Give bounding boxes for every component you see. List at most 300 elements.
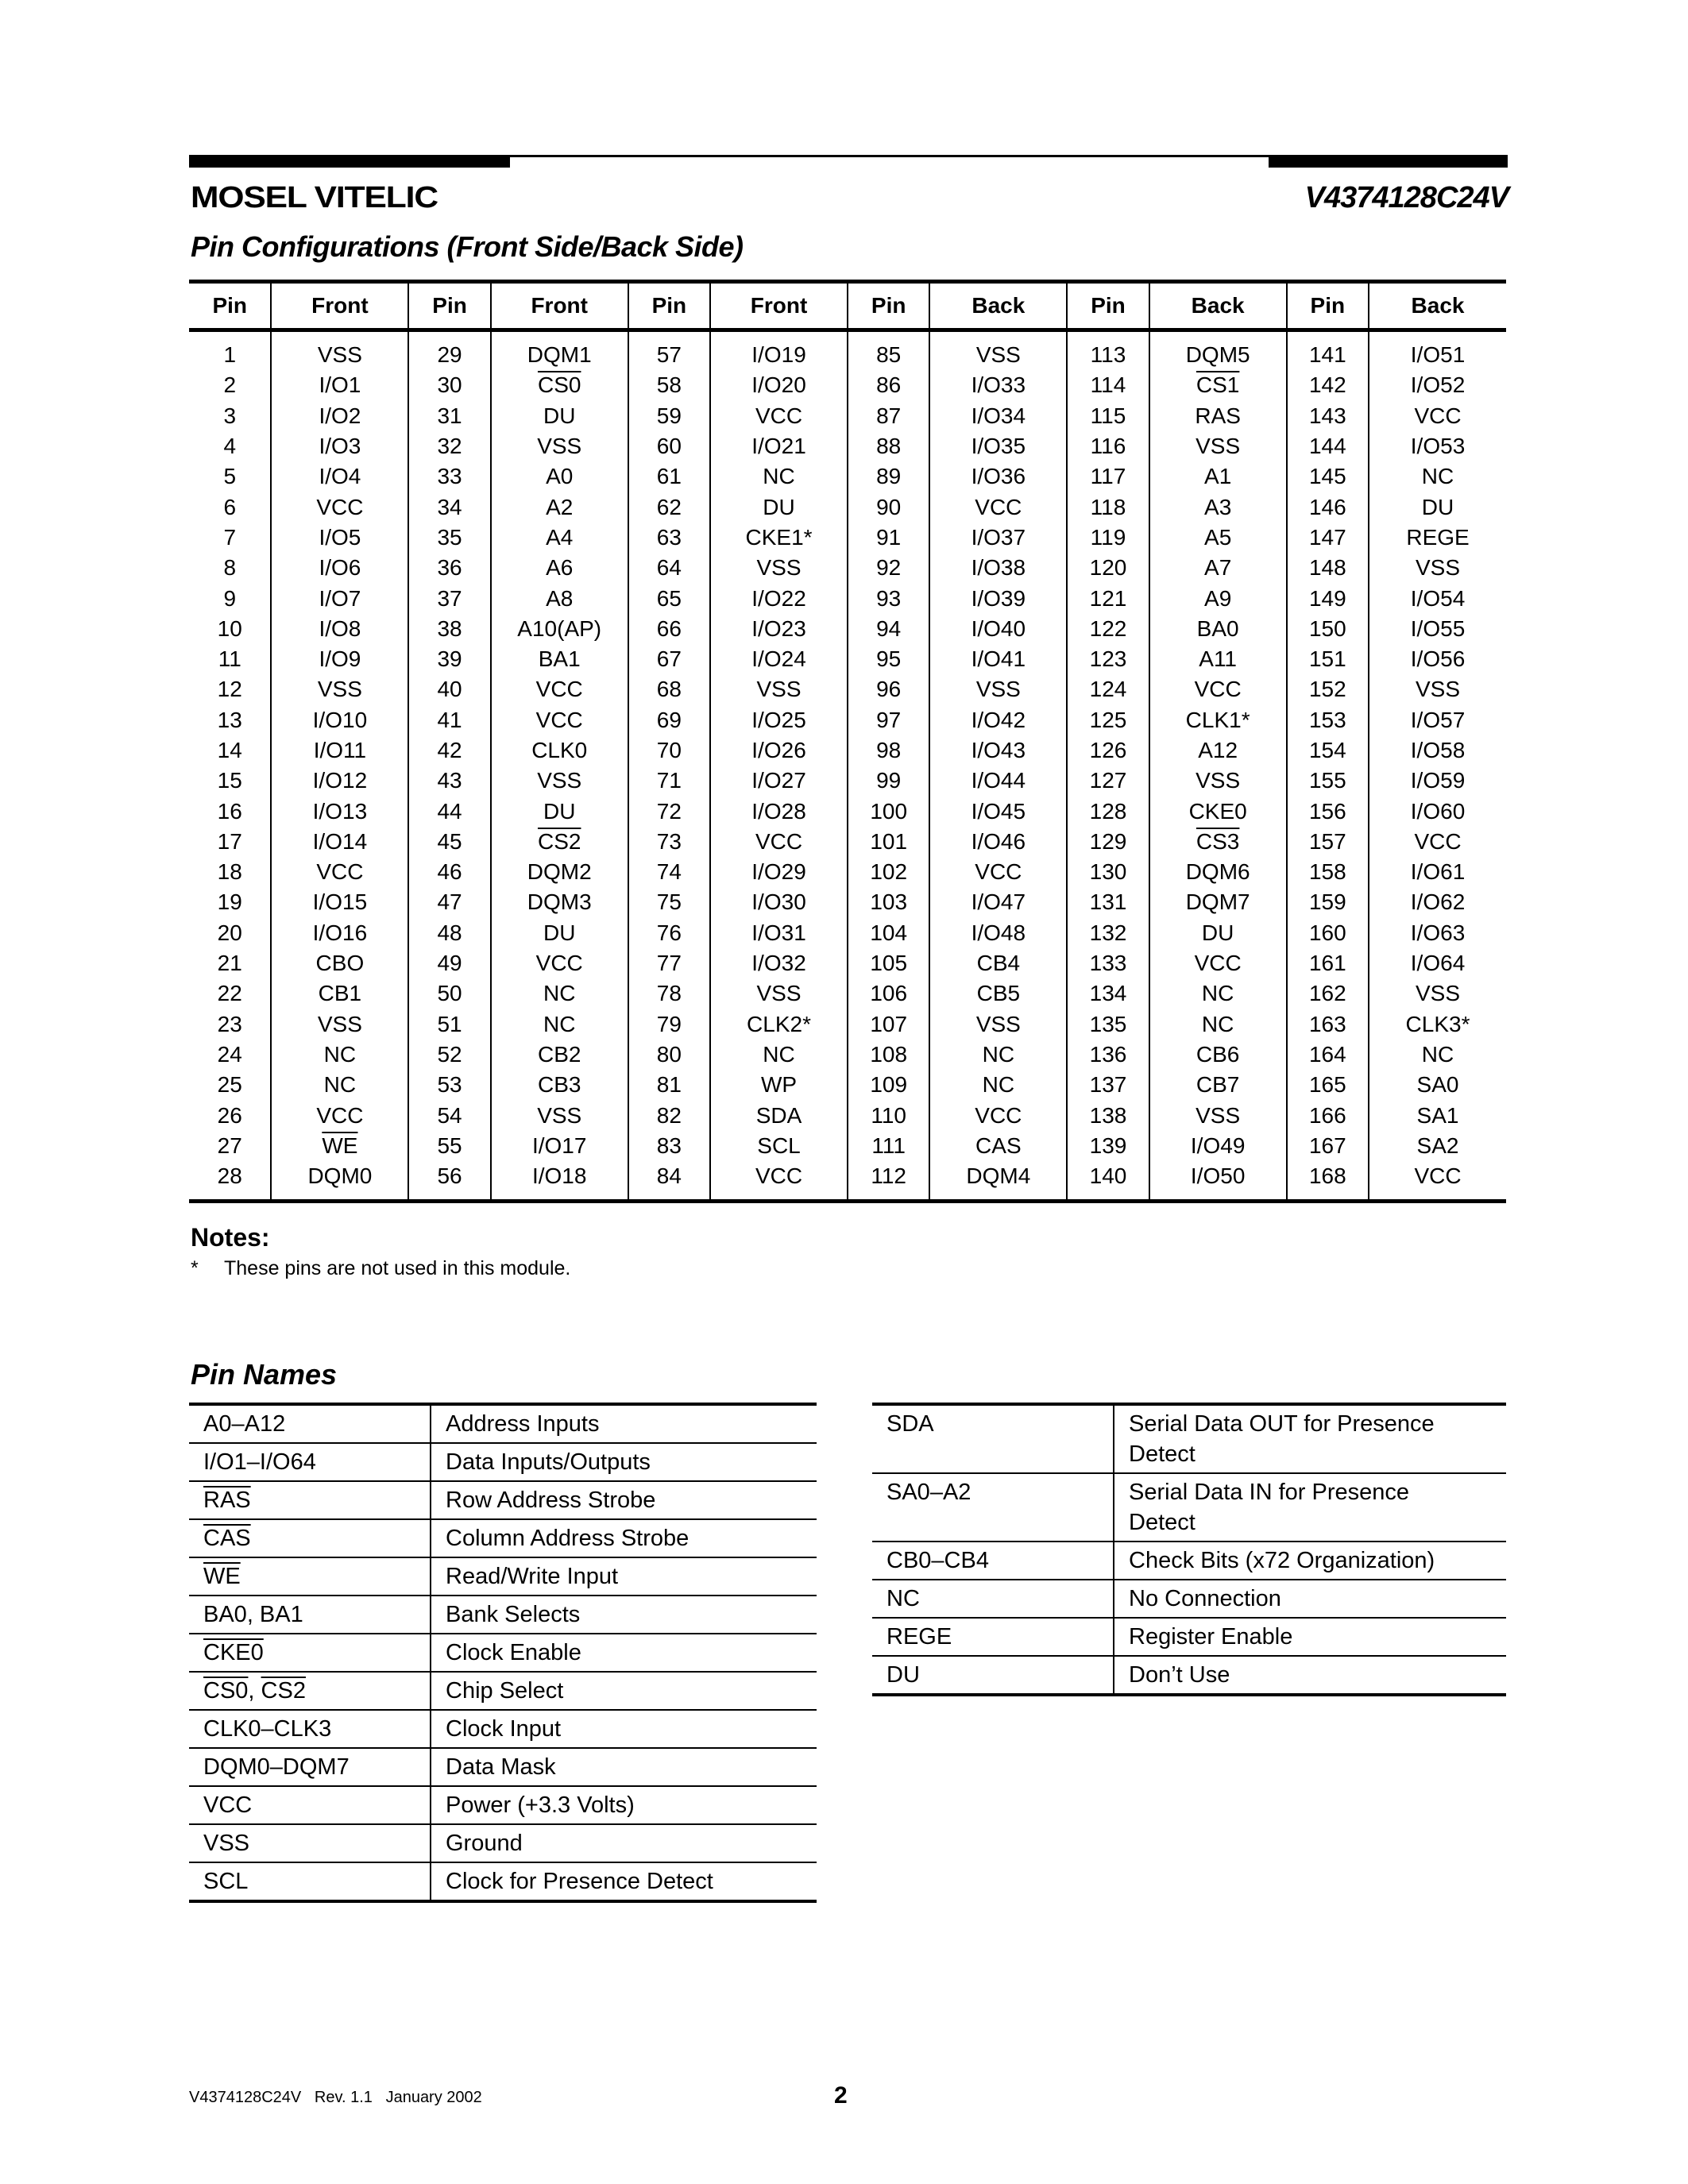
- pin-number-cell: 11: [218, 646, 241, 672]
- pin-number-cell: 140: [1067, 1161, 1149, 1202]
- pin-number-cell: 38: [408, 614, 490, 644]
- note-item: [191, 1257, 570, 1280]
- pin-signal-cell: I/O28: [710, 796, 848, 826]
- pin-number-cell: 136: [1067, 1040, 1149, 1070]
- pin-signal-cell: $\overline{WE}$: [271, 1131, 408, 1161]
- table-row: [189, 553, 1506, 583]
- pin-signal-cell: DU: [491, 918, 628, 948]
- table-row: [189, 857, 1506, 887]
- pin-signal-cell: DQM2: [491, 857, 628, 887]
- column-header: Back: [1149, 282, 1287, 330]
- pin-signal-cell: VCC: [271, 1100, 408, 1130]
- pin-signal-cell: A10(AP): [491, 614, 628, 644]
- pin-number-cell: 12: [217, 677, 242, 702]
- pin-number-cell: 112: [848, 1161, 929, 1202]
- pin-signal-cell: CB4: [929, 948, 1067, 978]
- pin-signal-cell: I/O26: [710, 735, 848, 766]
- pin-number-cell: 166: [1287, 1100, 1369, 1130]
- pin-number-cell: 10: [217, 615, 242, 641]
- pin-names-table-right: [872, 1403, 1506, 1696]
- pin-number-cell: 80: [628, 1040, 710, 1070]
- pin-signal-cell: I/O13: [271, 796, 408, 826]
- pin-signal-cell: NC: [710, 461, 848, 492]
- pin-signal-cell: DQM0: [271, 1161, 408, 1202]
- pin-signal-cell: I/O46: [929, 827, 1067, 857]
- pin-number-cell: 52: [408, 1040, 490, 1070]
- pin-number-cell: 149: [1287, 583, 1369, 613]
- pin-signal-cell: I/O61: [1369, 857, 1506, 887]
- pin-number-cell: 103: [848, 887, 929, 917]
- pin-signal-cell: I/O11: [271, 735, 408, 766]
- pin-signal-cell: VSS: [710, 674, 848, 704]
- pin-signal-cell: VCC: [491, 948, 628, 978]
- pin-signal-cell: NC: [491, 978, 628, 1009]
- table-row: [189, 1040, 1506, 1070]
- pin-signal-cell: CLK1*: [1149, 705, 1287, 735]
- pin-signal-cell: VSS: [491, 431, 628, 461]
- pin-number-cell: 6: [223, 494, 237, 519]
- pin-number-cell: 77: [628, 948, 710, 978]
- pin-signal-cell: I/O41: [929, 644, 1067, 674]
- pin-signal-cell: I/O19: [710, 330, 848, 371]
- pin-number-cell: 7: [223, 524, 237, 550]
- pin-signal-cell: I/O54: [1369, 583, 1506, 613]
- pin-number-cell: 5: [223, 464, 237, 489]
- pin-number-cell: 34: [408, 492, 490, 522]
- pin-signal-cell: VSS: [1369, 674, 1506, 704]
- pin-signal-cell: I/O37: [929, 523, 1067, 553]
- pin-name-row: [189, 1519, 817, 1557]
- pin-number-cell: 69: [628, 705, 710, 735]
- pin-number-cell: 29: [408, 330, 490, 371]
- pin-number-cell: 49: [408, 948, 490, 978]
- table-row: [189, 461, 1506, 492]
- table-row: [189, 1009, 1506, 1040]
- pin-name-row: [872, 1656, 1506, 1695]
- pin-number-cell: 22: [217, 981, 242, 1006]
- pin-signal-cell: VSS: [491, 766, 628, 796]
- part-number: V4374128C24V: [1304, 181, 1508, 214]
- pin-number-cell: 145: [1287, 461, 1369, 492]
- pin-description: Bank Selects: [431, 1596, 817, 1634]
- pin-name-row: [189, 1824, 817, 1862]
- pin-number-cell: 16: [217, 798, 242, 824]
- pin-number-cell: 134: [1067, 978, 1149, 1009]
- pin-number-cell: 71: [628, 766, 710, 796]
- pin-signal-cell: I/O17: [491, 1131, 628, 1161]
- pin-symbol: CLK0–CLK3: [189, 1710, 431, 1748]
- pin-signal-cell: VSS: [271, 1009, 408, 1040]
- table-row: [189, 330, 1506, 371]
- table-row: [189, 1161, 1506, 1202]
- pin-signal-cell: I/O21: [710, 431, 848, 461]
- pin-description: Row Address Strobe: [431, 1481, 817, 1519]
- column-header: Pin: [212, 293, 248, 318]
- pin-number-cell: 107: [848, 1009, 929, 1040]
- pin-symbol: CB0–CB4: [872, 1542, 1114, 1580]
- pin-number-cell: 72: [628, 796, 710, 826]
- pin-number-cell: 168: [1287, 1161, 1369, 1202]
- pin-signal-cell: VCC: [710, 401, 848, 431]
- pin-signal-cell: VCC: [929, 857, 1067, 887]
- pin-number-cell: 162: [1287, 978, 1369, 1009]
- pin-number-cell: 109: [848, 1070, 929, 1100]
- pin-symbol: CS0, CS2: [189, 1672, 431, 1710]
- pin-signal-cell: CB2: [491, 1040, 628, 1070]
- pin-number-cell: 130: [1067, 857, 1149, 887]
- pin-number-cell: 41: [408, 705, 490, 735]
- pin-signal-cell: A0: [491, 461, 628, 492]
- pin-name-row: [189, 1443, 817, 1481]
- pin-symbol: DQM0–DQM7: [189, 1748, 431, 1786]
- pin-signal-cell: I/O8: [271, 614, 408, 644]
- pin-signal-cell: NC: [710, 1040, 848, 1070]
- pin-signal-cell: VSS: [1369, 978, 1506, 1009]
- pin-signal-cell: VCC: [1369, 1161, 1506, 1202]
- pin-number-cell: 127: [1067, 766, 1149, 796]
- pin-number-cell: 31: [408, 401, 490, 431]
- pin-number-cell: 110: [848, 1100, 929, 1130]
- pin-number-cell: 119: [1067, 523, 1149, 553]
- pin-names-table-left: [189, 1403, 817, 1903]
- pin-number-cell: 73: [628, 827, 710, 857]
- table-row: [189, 523, 1506, 553]
- pin-number-cell: 30: [408, 370, 490, 400]
- pin-number-cell: 79: [628, 1009, 710, 1040]
- pin-signal-cell: I/O24: [710, 644, 848, 674]
- table-row: [189, 1131, 1506, 1161]
- pin-number-cell: 114: [1067, 370, 1149, 400]
- pin-signal-cell: A1: [1149, 461, 1287, 492]
- pin-name-row: [189, 1481, 817, 1519]
- table-row: [189, 1070, 1506, 1100]
- pin-number-cell: 94: [848, 614, 929, 644]
- pin-number-cell: 120: [1067, 553, 1149, 583]
- pin-number-cell: 51: [408, 1009, 490, 1040]
- pin-number-cell: 118: [1067, 492, 1149, 522]
- pin-description: Clock for Presence Detect: [431, 1862, 817, 1901]
- pin-number-cell: 131: [1067, 887, 1149, 917]
- pin-description: Column Address Strobe: [431, 1519, 817, 1557]
- pin-signal-cell: WP: [710, 1070, 848, 1100]
- pin-signal-cell: I/O31: [710, 918, 848, 948]
- pin-signal-cell: CB7: [1149, 1070, 1287, 1100]
- pin-name-row: [189, 1596, 817, 1634]
- pin-number-cell: 78: [628, 978, 710, 1009]
- pin-symbol: BA0, BA1: [189, 1596, 431, 1634]
- table-row: [189, 583, 1506, 613]
- pin-signal-cell: NC: [491, 1009, 628, 1040]
- pin-signal-cell: I/O49: [1149, 1131, 1287, 1161]
- pin-number-cell: 67: [628, 644, 710, 674]
- pin-symbol: $\overline{RAS}$: [189, 1481, 431, 1519]
- pin-number-cell: 141: [1287, 330, 1369, 371]
- pin-signal-cell: A4: [491, 523, 628, 553]
- column-header: Front: [491, 282, 628, 330]
- pin-symbol: SCL: [189, 1862, 431, 1901]
- pin-number-cell: 155: [1287, 766, 1369, 796]
- pin-signal-cell: CB6: [1149, 1040, 1287, 1070]
- pin-signal-cell: CS0: [491, 370, 628, 400]
- pin-number-cell: 76: [628, 918, 710, 948]
- pin-number-cell: 55: [408, 1131, 490, 1161]
- pin-signal-cell: I/O14: [271, 827, 408, 857]
- pin-name-row: [872, 1618, 1506, 1656]
- pin-number-cell: 156: [1287, 796, 1369, 826]
- table-row: [189, 370, 1506, 400]
- pin-signal-cell: DU: [1369, 492, 1506, 522]
- pin-signal-cell: I/O38: [929, 553, 1067, 583]
- pin-description: Register Enable: [1114, 1618, 1506, 1656]
- pin-number-cell: 95: [848, 644, 929, 674]
- pin-signal-cell: VSS: [271, 674, 408, 704]
- pin-signal-cell: I/O42: [929, 705, 1067, 735]
- pin-number-cell: 152: [1287, 674, 1369, 704]
- pin-number-cell: 132: [1067, 918, 1149, 948]
- pin-signal-cell: I/O44: [929, 766, 1067, 796]
- pin-signal-cell: CKE0: [1149, 796, 1287, 826]
- pin-number-cell: 82: [628, 1100, 710, 1130]
- pin-number-cell: 143: [1287, 401, 1369, 431]
- pin-name-row: [189, 1404, 817, 1443]
- pin-signal-cell: NC: [1369, 461, 1506, 492]
- pin-number-cell: 142: [1287, 370, 1369, 400]
- pin-number-cell: 58: [628, 370, 710, 400]
- column-header: Front: [271, 282, 408, 330]
- pin-signal-cell: SA2: [1369, 1131, 1506, 1161]
- pin-symbol: A0–A12: [189, 1404, 431, 1443]
- pin-signal-cell: CLK3*: [1369, 1009, 1506, 1040]
- table-row: [189, 948, 1506, 978]
- pin-number-cell: 50: [408, 978, 490, 1009]
- pin-config-table: [189, 280, 1506, 1203]
- pin-number-cell: 48: [408, 918, 490, 948]
- pin-number-cell: 24: [217, 1041, 242, 1067]
- pin-number-cell: 21: [217, 951, 242, 976]
- pin-number-cell: 158: [1287, 857, 1369, 887]
- pin-signal-cell: I/O27: [710, 766, 848, 796]
- pin-number-cell: 61: [628, 461, 710, 492]
- pin-number-cell: 137: [1067, 1070, 1149, 1100]
- pin-signal-cell: CB3: [491, 1070, 628, 1100]
- pin-signal-cell: I/O62: [1369, 887, 1506, 917]
- pin-number-cell: 135: [1067, 1009, 1149, 1040]
- pin-number-cell: 8: [223, 555, 237, 581]
- pin-number-cell: 133: [1067, 948, 1149, 978]
- pin-number-cell: 59: [628, 401, 710, 431]
- pin-signal-cell: I/O4: [271, 461, 408, 492]
- column-header: Pin: [848, 282, 929, 330]
- pin-number-cell: 108: [848, 1040, 929, 1070]
- pin-symbol: REGE: [872, 1618, 1114, 1656]
- pin-description: Address Inputs: [431, 1404, 817, 1443]
- table-row: [189, 978, 1506, 1009]
- pin-signal-cell: A9: [1149, 583, 1287, 613]
- pin-symbol: VSS: [189, 1824, 431, 1862]
- pin-signal-cell: VSS: [710, 978, 848, 1009]
- pin-number-cell: 116: [1067, 431, 1149, 461]
- pin-signal-cell: NC: [929, 1040, 1067, 1070]
- pin-number-cell: 124: [1067, 674, 1149, 704]
- pin-number-cell: 147: [1287, 523, 1369, 553]
- pin-number-cell: 160: [1287, 918, 1369, 948]
- pin-name-row: [872, 1542, 1506, 1580]
- pin-signal-cell: I/O9: [271, 644, 408, 674]
- pin-number-cell: 138: [1067, 1100, 1149, 1130]
- pin-number-cell: 74: [628, 857, 710, 887]
- pin-number-cell: 144: [1287, 431, 1369, 461]
- table-row: [189, 644, 1506, 674]
- pin-number-cell: 3: [223, 403, 237, 428]
- table-row: [189, 614, 1506, 644]
- pin-number-cell: 23: [217, 1011, 242, 1036]
- pin-signal-cell: DU: [491, 401, 628, 431]
- pin-number-cell: 126: [1067, 735, 1149, 766]
- table-row: [189, 735, 1506, 766]
- pin-signal-cell: I/O29: [710, 857, 848, 887]
- brand-logo: MOSEL VITELIC: [191, 181, 438, 214]
- pin-number-cell: 121: [1067, 583, 1149, 613]
- pin-number-cell: 153: [1287, 705, 1369, 735]
- pin-number-cell: 85: [848, 330, 929, 371]
- pin-signal-cell: I/O55: [1369, 614, 1506, 644]
- column-header: Pin: [1067, 282, 1149, 330]
- pin-number-cell: 115: [1067, 401, 1149, 431]
- pin-signal-cell: NC: [929, 1070, 1067, 1100]
- column-header: Back: [929, 282, 1067, 330]
- pin-signal-cell: I/O59: [1369, 766, 1506, 796]
- pin-signal-cell: I/O1: [271, 370, 408, 400]
- table-row: [189, 492, 1506, 522]
- pin-signal-cell: I/O35: [929, 431, 1067, 461]
- pin-number-cell: 87: [848, 401, 929, 431]
- pin-number-cell: 113: [1067, 330, 1149, 371]
- pin-signal-cell: A8: [491, 583, 628, 613]
- pin-description: Chip Select: [431, 1672, 817, 1710]
- pin-signal-cell: I/O34: [929, 401, 1067, 431]
- pin-number-cell: 35: [408, 523, 490, 553]
- pin-signal-cell: SDA: [710, 1100, 848, 1130]
- pin-signal-cell: DU: [1149, 918, 1287, 948]
- pin-number-cell: 20: [217, 920, 242, 945]
- column-header: Pin: [408, 282, 490, 330]
- pin-description: Clock Enable: [431, 1634, 817, 1672]
- pin-signal-cell: I/O47: [929, 887, 1067, 917]
- pin-number-cell: 104: [848, 918, 929, 948]
- pin-number-cell: 63: [628, 523, 710, 553]
- pin-signal-cell: CB5: [929, 978, 1067, 1009]
- pin-number-cell: 88: [848, 431, 929, 461]
- pin-description: Don’t Use: [1114, 1656, 1506, 1695]
- pin-number-cell: 154: [1287, 735, 1369, 766]
- pin-name-row: [189, 1634, 817, 1672]
- pin-description: Data Inputs/Outputs: [431, 1443, 817, 1481]
- pin-signal-cell: VCC: [491, 705, 628, 735]
- pin-number-cell: 60: [628, 431, 710, 461]
- column-header: Front: [710, 282, 848, 330]
- pin-signal-cell: CLK0: [491, 735, 628, 766]
- pin-description: Power (+3.3 Volts): [431, 1786, 817, 1824]
- pin-number-cell: 64: [628, 553, 710, 583]
- pin-signal-cell: VCC: [491, 674, 628, 704]
- pin-symbol: DU: [872, 1656, 1114, 1695]
- pin-name-row: [189, 1748, 817, 1786]
- pin-number-cell: 150: [1287, 614, 1369, 644]
- pin-number-cell: 43: [408, 766, 490, 796]
- pin-number-cell: 42: [408, 735, 490, 766]
- pin-signal-cell: I/O45: [929, 796, 1067, 826]
- pin-signal-cell: VSS: [1149, 431, 1287, 461]
- pin-signal-cell: I/O50: [1149, 1161, 1287, 1202]
- pin-symbol: $\overline{WE}$: [189, 1557, 431, 1596]
- pin-number-cell: 111: [848, 1131, 929, 1161]
- pin-signal-cell: VSS: [1369, 553, 1506, 583]
- pin-signal-cell: I/O36: [929, 461, 1067, 492]
- pin-number-cell: 62: [628, 492, 710, 522]
- pin-signal-cell: VCC: [1369, 401, 1506, 431]
- pin-description: Ground: [431, 1824, 817, 1862]
- pin-number-cell: 102: [848, 857, 929, 887]
- pin-signal-cell: A5: [1149, 523, 1287, 553]
- pin-name-row: [189, 1710, 817, 1748]
- pin-signal-cell: CLK2*: [710, 1009, 848, 1040]
- pin-number-cell: 33: [408, 461, 490, 492]
- pin-name-row: [189, 1786, 817, 1824]
- pin-signal-cell: BA1: [491, 644, 628, 674]
- pin-signal-cell: I/O52: [1369, 370, 1506, 400]
- pin-signal-cell: CS2: [491, 827, 628, 857]
- pin-signal-cell: A7: [1149, 553, 1287, 583]
- pin-signal-cell: I/O56: [1369, 644, 1506, 674]
- pin-signal-cell: I/O60: [1369, 796, 1506, 826]
- pin-signal-cell: VCC: [710, 1161, 848, 1202]
- pin-number-cell: 75: [628, 887, 710, 917]
- pin-number-cell: 91: [848, 523, 929, 553]
- pin-number-cell: 53: [408, 1070, 490, 1100]
- pin-signal-cell: DQM4: [929, 1161, 1067, 1202]
- pin-name-row: [189, 1862, 817, 1901]
- pin-signal-cell: DQM7: [1149, 887, 1287, 917]
- pin-signal-cell: A12: [1149, 735, 1287, 766]
- pin-signal-cell: A11: [1149, 644, 1287, 674]
- pin-signal-cell: I/O63: [1369, 918, 1506, 948]
- pin-signal-cell: SA1: [1369, 1100, 1506, 1130]
- pin-signal-cell: I/O3: [271, 431, 408, 461]
- pin-signal-cell: VSS: [929, 674, 1067, 704]
- pin-number-cell: 17: [217, 828, 242, 854]
- pin-number-cell: 25: [217, 1072, 242, 1098]
- pin-signal-cell: I/O64: [1369, 948, 1506, 978]
- pin-signal-cell: DQM6: [1149, 857, 1287, 887]
- pin-signal-cell: I/O16: [271, 918, 408, 948]
- pin-number-cell: 68: [628, 674, 710, 704]
- pin-signal-cell: NC: [1149, 1009, 1287, 1040]
- pin-signal-cell: I/O51: [1369, 330, 1506, 371]
- pin-signal-cell: VCC: [929, 492, 1067, 522]
- pin-symbol: SDA: [872, 1404, 1114, 1473]
- table-row: [189, 827, 1506, 857]
- pin-name-row: [189, 1557, 817, 1596]
- pin-number-cell: 39: [408, 644, 490, 674]
- table-row: [189, 887, 1506, 917]
- pin-number-cell: 19: [217, 889, 242, 915]
- pin-number-cell: 84: [628, 1161, 710, 1202]
- pin-signal-cell: CKE1*: [710, 523, 848, 553]
- pin-number-cell: 96: [848, 674, 929, 704]
- note-text: These pins are not used in this module.: [224, 1257, 571, 1279]
- pin-number-cell: 36: [408, 553, 490, 583]
- pin-number-cell: 97: [848, 705, 929, 735]
